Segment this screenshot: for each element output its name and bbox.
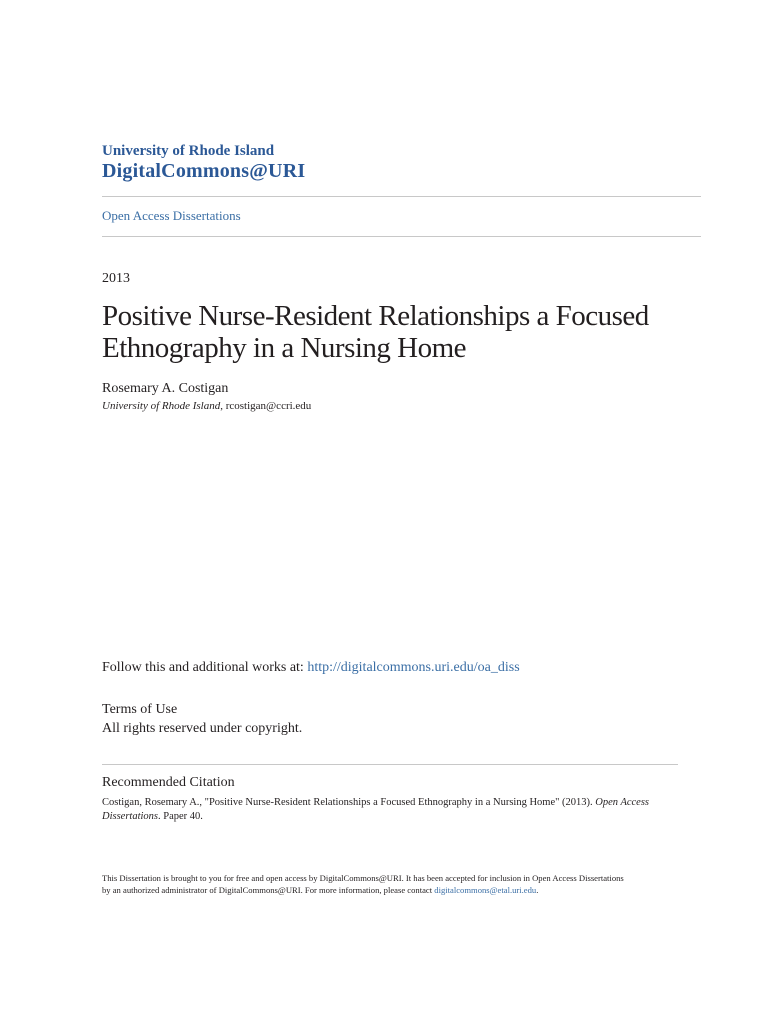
title-line-2: Ethnography in a Nursing Home — [102, 332, 467, 364]
note-line-2 — [102, 884, 682, 896]
note-line-2-text: by an authorized administrator of DigitalCommons@URI. For more information, please contact — [102, 885, 435, 895]
author-affiliation — [102, 400, 311, 412]
top-divider — [102, 196, 701, 197]
publication-year: 2013 — [102, 271, 130, 286]
series-divider — [102, 236, 701, 237]
author-email: rcostigan@ccri.edu — [225, 400, 312, 412]
contact-email-link[interactable]: digitalcommons@etal.uri.edu — [434, 885, 537, 895]
terms-text: All rights reserved under copyright. — [102, 721, 303, 736]
note-line-1: This Dissertation is brought to you for free and open access by DigitalCommons@URI. It has been accepted for inclusion in Open Access Dissertations — [102, 873, 624, 883]
institution-name: University of Rhode Island — [102, 143, 275, 159]
series-link[interactable]: Open Access Dissertations — [102, 208, 241, 223]
affiliation-separator: , — [220, 400, 226, 412]
citation-journal: Open Access Dissertations — [102, 797, 650, 822]
access-note — [102, 872, 682, 896]
title-line-1: Positive Nurse-Resident Relationships a Focused — [102, 300, 649, 332]
citation-paper: . Paper 40. — [158, 811, 203, 822]
citation-body: Costigan, Rosemary A., "Positive Nurse-Resident Relationships a Focused Ethnography in a Nursing Home" (2013). — [102, 797, 596, 808]
follow-line — [102, 660, 520, 676]
citation-divider — [102, 764, 678, 765]
follow-label: Follow this and additional works at: — [102, 660, 308, 675]
note-line-2-end: . — [536, 885, 539, 895]
citation-heading: Recommended Citation — [102, 775, 235, 790]
follow-link[interactable]: http://digitalcommons.uri.edu/oa_diss — [307, 660, 520, 675]
document-title — [102, 300, 682, 364]
repository-name[interactable]: DigitalCommons@URI — [102, 160, 306, 182]
terms-heading: Terms of Use — [102, 702, 178, 717]
citation-text — [102, 796, 662, 824]
author-name: Rosemary A. Costigan — [102, 381, 229, 396]
affiliation-name: University of Rhode Island — [102, 400, 221, 412]
